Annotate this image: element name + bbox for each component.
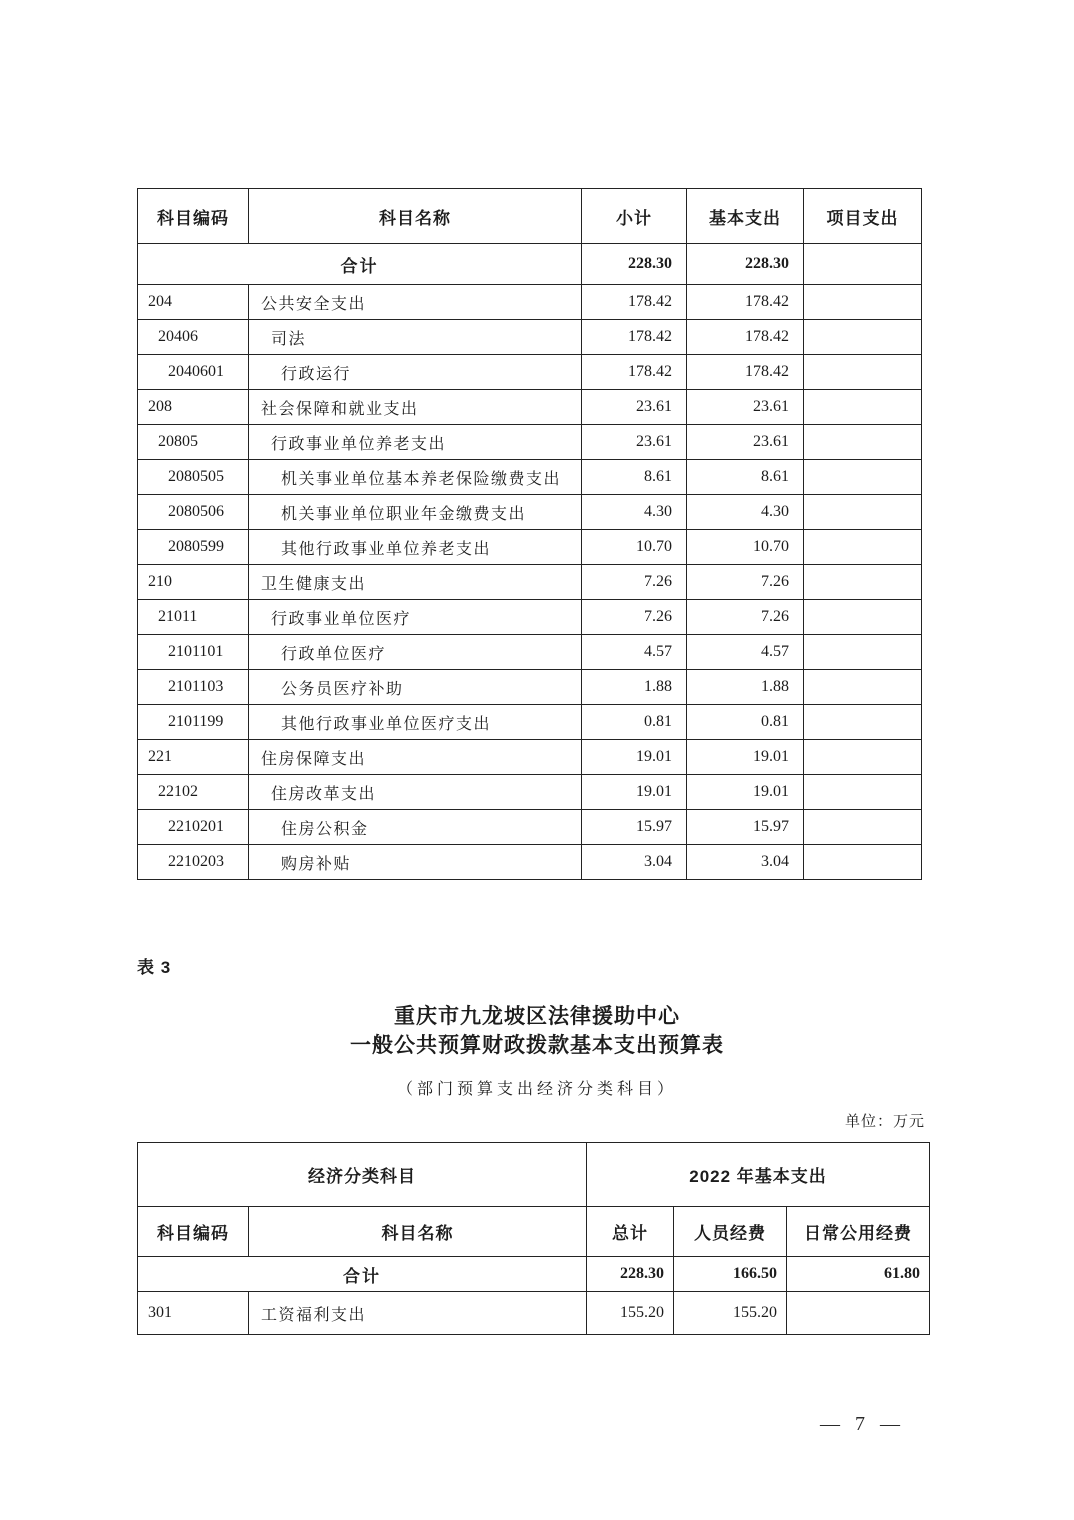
- subject-code-cell: 204: [138, 285, 249, 320]
- table-row: [138, 390, 922, 425]
- subtotal-cell: 178.42: [582, 320, 687, 355]
- document-subtitle: 一般公共预算财政拨款基本支出预算表: [350, 1034, 724, 1057]
- unit-note: 单位：万元: [844, 1114, 925, 1130]
- total-row: [138, 1257, 930, 1292]
- header-subject-code: 科目编码: [138, 1207, 249, 1257]
- project-expenditure-cell: [804, 390, 922, 425]
- table-row: [138, 495, 922, 530]
- subtotal-cell: 23.61: [582, 390, 687, 425]
- project-expenditure-cell: [804, 355, 922, 390]
- basic-expenditure-cell: 3.04: [687, 845, 804, 880]
- subject-name-cell: 住房改革支出: [249, 775, 582, 810]
- subject-name-cell: 公共安全支出: [249, 285, 582, 320]
- subject-name-cell: 工资福利支出: [249, 1292, 587, 1335]
- total-project-cell: [804, 244, 922, 285]
- project-expenditure-cell: [804, 845, 922, 880]
- total-subtotal-cell: 228.30: [582, 244, 687, 285]
- table3-label: 表 3: [137, 958, 172, 977]
- economic-budget-table: [137, 1142, 930, 1335]
- basic-expenditure-cell: 7.26: [687, 565, 804, 600]
- total-grand-total-cell: 228.30: [587, 1257, 674, 1292]
- subject-code-cell: 221: [138, 740, 249, 775]
- subject-code-cell: 208: [138, 390, 249, 425]
- subject-name-cell: 行政事业单位养老支出: [249, 425, 582, 460]
- project-expenditure-cell: [804, 810, 922, 845]
- personnel-funds-cell: 155.20: [674, 1292, 787, 1335]
- subject-name-cell: 行政运行: [249, 355, 582, 390]
- subject-code-cell: 2101103: [138, 670, 249, 705]
- project-expenditure-cell: [804, 600, 922, 635]
- document-title: 重庆市九龙坡区法律援助中心: [394, 1005, 680, 1028]
- subtotal-cell: 4.30: [582, 495, 687, 530]
- subtotal-cell: 4.57: [582, 635, 687, 670]
- subject-code-cell: 22102: [138, 775, 249, 810]
- table-row: [138, 635, 922, 670]
- subject-name-cell: 行政单位医疗: [249, 635, 582, 670]
- table-row: [138, 425, 922, 460]
- project-expenditure-cell: [804, 565, 922, 600]
- basic-expenditure-cell: 10.70: [687, 530, 804, 565]
- subject-code-cell: 210: [138, 565, 249, 600]
- table-row: [138, 285, 922, 320]
- subject-code-cell: 21011: [138, 600, 249, 635]
- subject-name-cell: 司法: [249, 320, 582, 355]
- basic-expenditure-cell: 19.01: [687, 740, 804, 775]
- page-number: — 7 —: [820, 1413, 905, 1435]
- subject-name-cell: 住房公积金: [249, 810, 582, 845]
- subtotal-cell: 19.01: [582, 740, 687, 775]
- basic-expenditure-cell: 0.81: [687, 705, 804, 740]
- subject-code-cell: 2210203: [138, 845, 249, 880]
- total-label-cell: 合计: [138, 244, 582, 285]
- total-basic-cell: 228.30: [687, 244, 804, 285]
- basic-expenditure-cell: 178.42: [687, 355, 804, 390]
- table-row: [138, 355, 922, 390]
- subject-name-cell: 购房补贴: [249, 845, 582, 880]
- basic-expenditure-cell: 178.42: [687, 285, 804, 320]
- project-expenditure-cell: [804, 320, 922, 355]
- subject-code-cell: 2080599: [138, 530, 249, 565]
- table-row: [138, 320, 922, 355]
- table-row: [138, 845, 922, 880]
- subject-name-cell: 行政事业单位医疗: [249, 600, 582, 635]
- project-expenditure-cell: [804, 635, 922, 670]
- subtotal-cell: 1.88: [582, 670, 687, 705]
- header-subject-name: 科目名称: [249, 189, 582, 244]
- basic-expenditure-cell: 4.57: [687, 635, 804, 670]
- subject-code-cell: 2101101: [138, 635, 249, 670]
- header-grand-total: 总计: [587, 1207, 674, 1257]
- project-expenditure-cell: [804, 740, 922, 775]
- subject-name-cell: 住房保障支出: [249, 740, 582, 775]
- project-expenditure-cell: [804, 460, 922, 495]
- basic-expenditure-cell: 23.61: [687, 425, 804, 460]
- classification-note: （部门预算支出经济分类科目）: [396, 1081, 677, 1098]
- table-header-row: [138, 1207, 930, 1257]
- project-expenditure-cell: [804, 425, 922, 460]
- header-subtotal: 小计: [582, 189, 687, 244]
- subtotal-cell: 178.42: [582, 285, 687, 320]
- header-personnel-funds: 人员经费: [674, 1207, 787, 1257]
- table-group-header-row: [138, 1143, 930, 1207]
- subject-name-cell: 其他行政事业单位养老支出: [249, 530, 582, 565]
- subject-code-cell: 20406: [138, 320, 249, 355]
- header-daily-public-funds: 日常公用经费: [787, 1207, 930, 1257]
- table-row: [138, 530, 922, 565]
- total-row: [138, 244, 922, 285]
- header-basic-expenditure: 基本支出: [687, 189, 804, 244]
- group-header-2022-basic-expenditure: 2022 年基本支出: [587, 1143, 930, 1207]
- group-header-economic-classification: 经济分类科目: [138, 1143, 587, 1207]
- table-row: [138, 1292, 930, 1335]
- header-project-expenditure: 项目支出: [804, 189, 922, 244]
- subject-code-cell: 2101199: [138, 705, 249, 740]
- project-expenditure-cell: [804, 285, 922, 320]
- table-row: [138, 775, 922, 810]
- project-expenditure-cell: [804, 530, 922, 565]
- subtotal-cell: 10.70: [582, 530, 687, 565]
- subtotal-cell: 23.61: [582, 425, 687, 460]
- subtotal-cell: 0.81: [582, 705, 687, 740]
- subject-code-cell: 20805: [138, 425, 249, 460]
- subject-name-cell: 机关事业单位基本养老保险缴费支出: [249, 460, 582, 495]
- total-label-cell: 合计: [138, 1257, 587, 1292]
- subject-name-cell: 公务员医疗补助: [249, 670, 582, 705]
- total-personnel-cell: 166.50: [674, 1257, 787, 1292]
- project-expenditure-cell: [804, 670, 922, 705]
- basic-expenditure-cell: 23.61: [687, 390, 804, 425]
- table-row: [138, 740, 922, 775]
- basic-expenditure-cell: 19.01: [687, 775, 804, 810]
- basic-expenditure-cell: 178.42: [687, 320, 804, 355]
- table-row: [138, 670, 922, 705]
- subject-code-cell: 2080506: [138, 495, 249, 530]
- subject-name-cell: 卫生健康支出: [249, 565, 582, 600]
- functional-budget-table: [137, 188, 922, 880]
- daily-public-funds-cell: [787, 1292, 930, 1335]
- header-subject-code: 科目编码: [138, 189, 249, 244]
- grand-total-cell: 155.20: [587, 1292, 674, 1335]
- subject-name-cell: 其他行政事业单位医疗支出: [249, 705, 582, 740]
- total-daily-cell: 61.80: [787, 1257, 930, 1292]
- table-header-row: [138, 189, 922, 244]
- subtotal-cell: 7.26: [582, 600, 687, 635]
- subtotal-cell: 7.26: [582, 565, 687, 600]
- subtotal-cell: 178.42: [582, 355, 687, 390]
- table-row: [138, 460, 922, 495]
- table-row: [138, 705, 922, 740]
- basic-expenditure-cell: 1.88: [687, 670, 804, 705]
- subject-code-cell: 2080505: [138, 460, 249, 495]
- project-expenditure-cell: [804, 705, 922, 740]
- basic-expenditure-cell: 7.26: [687, 600, 804, 635]
- header-subject-name: 科目名称: [249, 1207, 587, 1257]
- basic-expenditure-cell: 4.30: [687, 495, 804, 530]
- table-row: [138, 810, 922, 845]
- subject-code-cell: 2040601: [138, 355, 249, 390]
- table-row: [138, 600, 922, 635]
- basic-expenditure-cell: 15.97: [687, 810, 804, 845]
- subject-name-cell: 机关事业单位职业年金缴费支出: [249, 495, 582, 530]
- table-row: [138, 565, 922, 600]
- subject-name-cell: 社会保障和就业支出: [249, 390, 582, 425]
- subtotal-cell: 15.97: [582, 810, 687, 845]
- subtotal-cell: 8.61: [582, 460, 687, 495]
- subtotal-cell: 3.04: [582, 845, 687, 880]
- project-expenditure-cell: [804, 495, 922, 530]
- subject-code-cell: 2210201: [138, 810, 249, 845]
- project-expenditure-cell: [804, 775, 922, 810]
- subject-code-cell: 301: [138, 1292, 249, 1335]
- subtotal-cell: 19.01: [582, 775, 687, 810]
- basic-expenditure-cell: 8.61: [687, 460, 804, 495]
